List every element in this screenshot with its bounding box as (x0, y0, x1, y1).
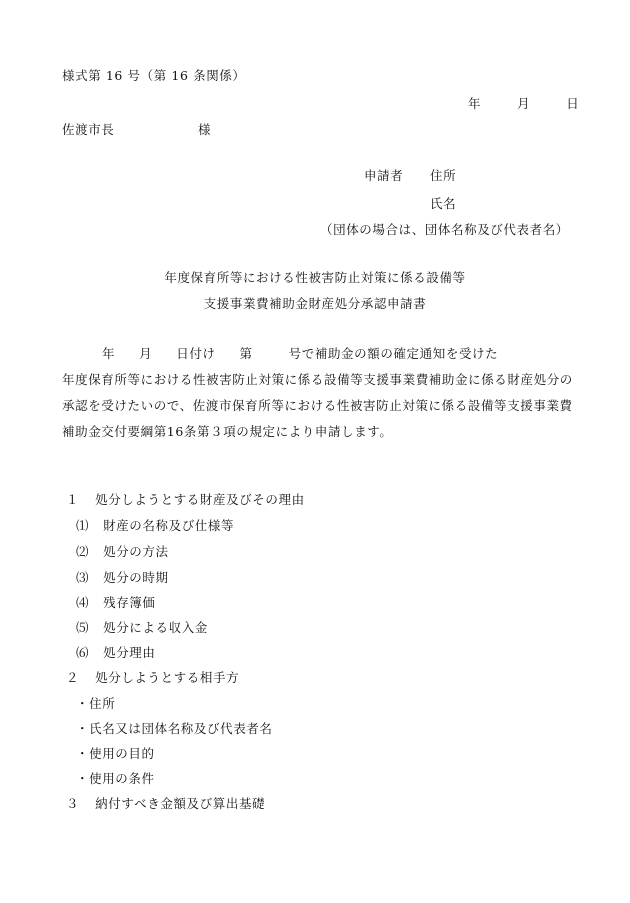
title-line1: 年度保育所等における性被害防止対策に係る設備等 (164, 270, 466, 285)
bullet-icon: ・ (76, 721, 90, 736)
item-2-bullet-1-text: 住所 (89, 696, 116, 711)
item-1-5-num: ⑸ (76, 620, 90, 635)
item-2-bullet-1 (76, 696, 115, 712)
item-1-4-num: ⑷ (76, 595, 90, 610)
item-1 (66, 492, 305, 508)
item-2-bullet-4 (76, 771, 155, 787)
applicant-name: 氏名 (430, 196, 457, 211)
addressee-honorific: 様 (198, 122, 212, 137)
item-1-5 (76, 620, 208, 636)
item-1-1-text: 財産の名称及び仕様等 (103, 518, 235, 533)
item-2-text: 処分しようとする相手方 (95, 670, 240, 685)
item-1-3-num: ⑶ (76, 570, 90, 585)
applicant-address: 住所 (430, 168, 457, 183)
date-year: 年 (468, 96, 482, 111)
item-2-bullet-4-text: 使用の条件 (89, 771, 155, 786)
item-2-bullet-3-text: 使用の目的 (89, 746, 155, 761)
item-2 (66, 670, 239, 686)
item-2-bullet-3 (76, 746, 155, 762)
body-rest-line1: 号で補助金の額の確定通知を受けた (288, 346, 499, 361)
item-1-2-text: 処分の方法 (103, 544, 169, 559)
bullet-icon: ・ (76, 746, 90, 761)
form-label: 様式第 16 号（第 16 条関係） (62, 68, 246, 83)
date-day: 日 (566, 96, 580, 111)
item-3-text: 納付すべき金額及び算出基礎 (95, 796, 266, 811)
body-day-suffix: 日付け (176, 346, 216, 361)
date-month: 月 (517, 96, 531, 111)
item-1-1 (76, 518, 234, 534)
item-1-4 (76, 595, 156, 611)
item-3 (66, 796, 265, 812)
item-1-1-num: ⑴ (76, 518, 90, 533)
applicant-label: 申請者 (364, 168, 404, 183)
item-2-bullet-2-text: 氏名又は団体名称及び代表者名 (89, 721, 273, 736)
item-1-6-text: 処分理由 (103, 645, 156, 660)
title-line2: 支援事業費補助金財産処分承認申請書 (203, 296, 427, 311)
item-1-5-text: 処分による収入金 (103, 620, 208, 635)
date-line (468, 96, 579, 112)
item-1-2-num: ⑵ (76, 544, 90, 559)
item-1-3 (76, 570, 169, 586)
body-number-prefix: 第 (239, 346, 253, 361)
body-rest: 年度保育所等における性被害防止対策に係る設備等支援事業費補助金に係る財産処分の承認を受けたいので、佐渡市保育所等における性被害防止対策に係る設備等支援事業費補助金交付要綱第16条第３項の規定により申請します。 (62, 372, 573, 439)
addressee-city-mayor: 佐渡市長 (62, 122, 115, 137)
body-month: 月 (139, 346, 153, 361)
item-2-num: ２ (66, 670, 80, 685)
bullet-icon: ・ (76, 696, 90, 711)
bullet-icon: ・ (76, 771, 90, 786)
item-1-text: 処分しようとする財産及びその理由 (95, 492, 305, 507)
item-1-3-text: 処分の時期 (103, 570, 169, 585)
item-1-num: １ (66, 492, 80, 507)
item-3-num: ３ (66, 796, 80, 811)
applicant-group-note: （団体の場合は、団体名称及び代表者名） (320, 222, 569, 237)
item-1-2 (76, 544, 169, 560)
body-paragraph (62, 341, 582, 445)
item-1-6 (76, 645, 156, 661)
item-1-4-text: 残存簿価 (103, 595, 156, 610)
body-year: 年 (102, 346, 116, 361)
item-2-bullet-2 (76, 721, 273, 737)
item-1-6-num: ⑹ (76, 645, 90, 660)
